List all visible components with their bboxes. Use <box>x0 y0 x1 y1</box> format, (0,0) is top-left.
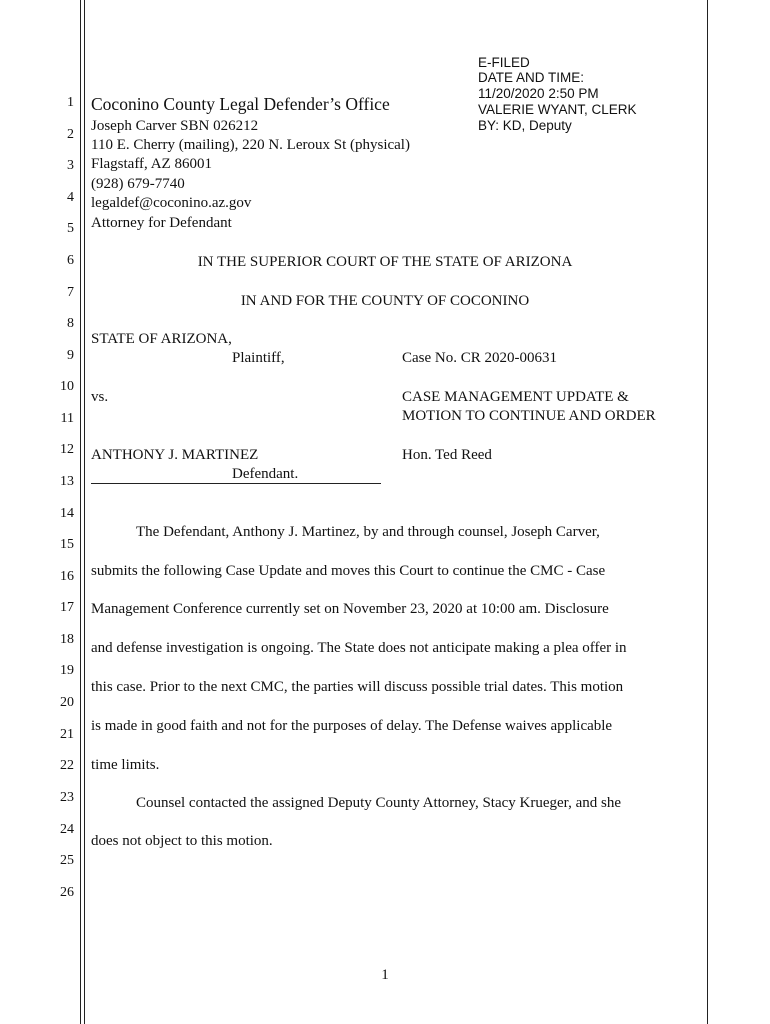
line-number: 8 <box>67 316 74 331</box>
line-number: 14 <box>60 506 74 521</box>
line-number: 2 <box>67 127 74 142</box>
line-number: 6 <box>67 253 74 268</box>
stamp-line: 11/20/2020 2:50 PM <box>478 86 599 101</box>
court-title-line-2: IN AND FOR THE COUNTY OF COCONINO <box>240 293 530 309</box>
attorney-name: Joseph Carver SBN 026212 <box>91 118 259 134</box>
line-number: 22 <box>60 758 74 773</box>
stamp-line: VALERIE WYANT, CLERK <box>478 102 637 117</box>
page-number: 1 <box>381 967 389 983</box>
office-name: Coconino County Legal Defender’s Office <box>91 94 390 114</box>
body-line: is made in good faith and not for the purposes of delay. The Defense waives applicable <box>91 718 613 734</box>
plaintiff-label: Plaintiff, <box>232 350 285 366</box>
line-number: 21 <box>60 727 74 742</box>
line-number: 16 <box>60 569 74 584</box>
left-margin-rule <box>80 0 81 1024</box>
body-line: does not object to this motion. <box>91 833 273 849</box>
body-line: submits the following Case Update and moves this Court to continue the CMC - Case <box>91 563 606 579</box>
attorney-role: Attorney for Defendant <box>91 215 232 231</box>
line-number: 7 <box>67 285 74 300</box>
court-title-line-1: IN THE SUPERIOR COURT OF THE STATE OF ARIZONA <box>197 254 573 270</box>
body-line: and defense investigation is ongoing. The State does not anticipate making a plea offer in <box>91 640 627 656</box>
body-line: this case. Prior to the next CMC, the parties will discuss possible trial dates. This motion <box>91 679 624 695</box>
line-number: 13 <box>60 474 74 489</box>
left-margin-rule-inner <box>84 0 85 1024</box>
right-margin-rule <box>707 0 708 1024</box>
versus: vs. <box>91 389 109 405</box>
line-number: 26 <box>60 885 74 900</box>
body-line: The Defendant, Anthony J. Martinez, by and through counsel, Joseph Carver, <box>136 524 600 540</box>
line-number: 23 <box>60 790 74 805</box>
line-number: 4 <box>67 190 74 205</box>
stamp-line: E-FILED <box>478 55 530 70</box>
office-phone: (928) 679-7740 <box>91 176 185 192</box>
line-number: 19 <box>60 663 74 678</box>
caption-underline <box>91 483 381 484</box>
line-number: 5 <box>67 221 74 236</box>
line-number: 20 <box>60 695 74 710</box>
line-number: 3 <box>67 158 74 173</box>
line-number: 15 <box>60 537 74 552</box>
line-number: 1 <box>67 95 74 110</box>
stamp-line: DATE AND TIME: <box>478 70 585 85</box>
body-line: Management Conference currently set on November 23, 2020 at 10:00 am. Disclosure <box>91 601 609 617</box>
document-title-line-2: MOTION TO CONTINUE AND ORDER <box>402 408 656 424</box>
office-email: legaldef@coconino.az.gov <box>91 195 252 211</box>
line-number: 25 <box>60 853 74 868</box>
line-number: 10 <box>60 379 74 394</box>
body-line: time limits. <box>91 757 160 773</box>
line-number: 17 <box>60 600 74 615</box>
case-number: Case No. CR 2020-00631 <box>402 350 557 366</box>
judge-name: Hon. Ted Reed <box>402 447 492 463</box>
document-title-line-1: CASE MANAGEMENT UPDATE & <box>402 389 629 405</box>
plaintiff-name: STATE OF ARIZONA, <box>91 331 232 347</box>
body-line: Counsel contacted the assigned Deputy County Attorney, Stacy Krueger, and she <box>136 795 621 811</box>
stamp-line: BY: KD, Deputy <box>478 118 572 133</box>
line-number: 24 <box>60 822 74 837</box>
line-number: 11 <box>60 411 74 426</box>
defendant-label: Defendant. <box>232 466 299 482</box>
defendant-name: ANTHONY J. MARTINEZ <box>91 447 259 463</box>
office-city: Flagstaff, AZ 86001 <box>91 156 212 172</box>
line-number: 18 <box>60 632 74 647</box>
office-address: 110 E. Cherry (mailing), 220 N. Leroux St (physical) <box>91 137 410 153</box>
line-number: 12 <box>60 442 74 457</box>
line-number: 9 <box>67 348 74 363</box>
